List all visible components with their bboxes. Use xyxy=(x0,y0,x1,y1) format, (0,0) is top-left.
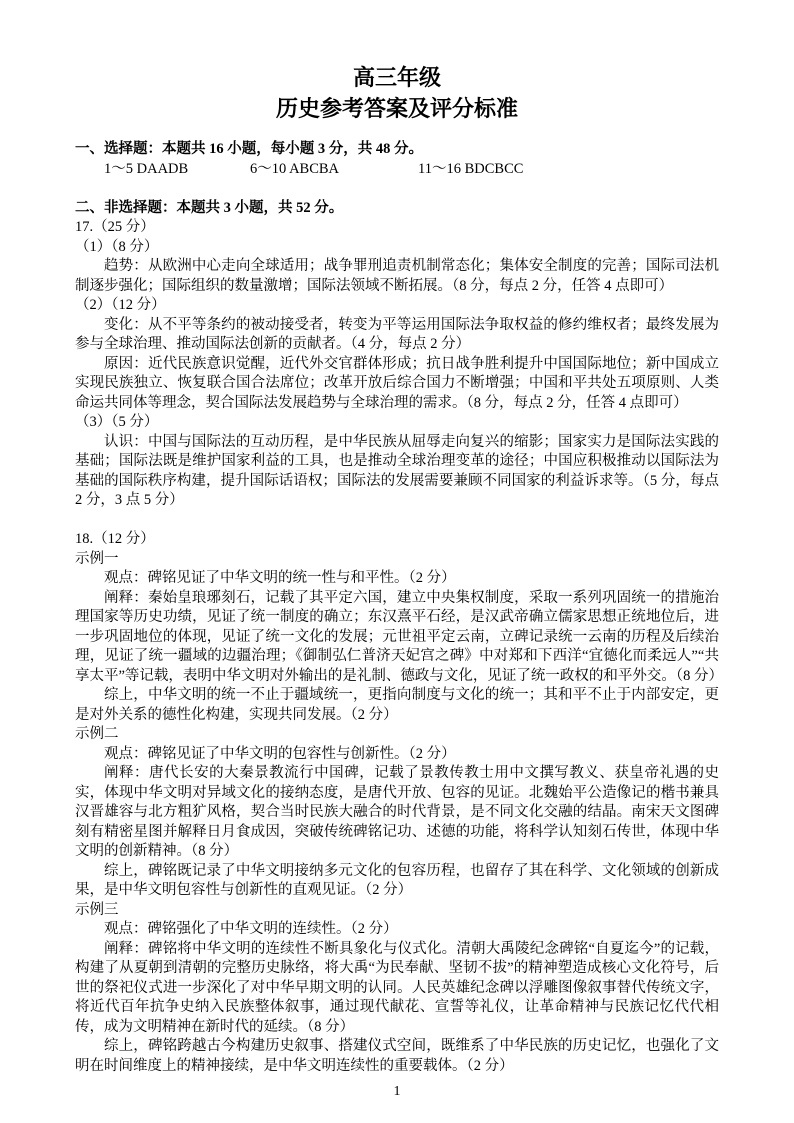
q18-example1-heading: 示例一 xyxy=(75,550,119,567)
q18-example1-viewpoint: 观点：碑铭见证了中华文明的统一性与和平性。（2 分） xyxy=(104,570,456,586)
section-2-heading: 二、非选择题：本题共 3 小题，共 52 分。 xyxy=(75,199,344,216)
answer-group: 1～5 DAADB xyxy=(104,160,189,177)
section-1-heading: 一、选择题：本题共 16 小题，每小题 3 分，共 48 分。 xyxy=(75,141,423,157)
q17-part2-heading: （2）（12 分） xyxy=(75,297,166,313)
q17-part1-heading: （1）（8 分） xyxy=(75,238,159,255)
answer-key-row xyxy=(75,160,719,180)
q18-example1-explanation: 阐释：秦始皇琅琊刻石，记载了其平定六国，建立中央集权制度，采取一系列巩固统一的措施治理国家等历史功绩，见证了统一制度的确立；东汉熹平石经，是汉武帝确立儒家思想正统地位后，进一步巩固地位的体现，见证了统一文化的发展；元世祖平定云南，立碑记录统一云南的历程及后续治理，见证了统一疆域的边疆治理；《御制弘仁普济天妃宫之碑》中对郑和下西洋“宜德化而柔远人”“共享太平”等记载，表明中华文明对外输出的是礼制、德政与文化，见证了统一政权的和平外交。（8 分） xyxy=(75,589,724,684)
q18-heading: 18.（12 分） xyxy=(75,531,155,547)
q17-heading: 17.（25 分） xyxy=(75,219,155,235)
q18-example2-explanation: 阐释：唐代长安的大秦景教流行中国碑，记载了景教传教士用中文撰写教义、获皇帝礼遇的史实，体现中华文明对异域文化的接纳态度，是唐代开放、包容的见证。北魏始平公造像记的楷书兼具汉晋雄容与北方粗犷风格，契合当时民族大融合的时代背景，是不同文化交融的结晶。南宋天文图碑刻有精密星图并解释日月食成因，突破传统碑铭记功、述德的功能，将科学认知刻石传世，体现中华文明的创新精神。（8 分） xyxy=(75,765,719,859)
q17-part3-heading: （3）（5 分） xyxy=(75,414,159,430)
q18-example3-heading: 示例三 xyxy=(75,901,119,918)
q17-part1-answer: 趋势：从欧洲中心走向全球适用；战争罪刑追责机制常态化；集体安全制度的完善；国际司法机制逐步强化；国际组织的数量激增；国际法领域不断拓展。（8 分，每点 2 分，任答 4 点即可） xyxy=(75,258,719,294)
q18-example3-viewpoint: 观点：碑铭强化了中华文明的连续性。（2 分） xyxy=(104,921,398,937)
document-title-grade: 高三年级 xyxy=(352,65,441,90)
q18-example3-explanation: 阐释：碑铭将中华文明的连续性不断具象化与仪式化。清朝大禹陵纪念碑铭“自夏迄今”的记载，构建了从夏朝到清朝的完整历史脉络，将大禹“为民奉献、坚韧不拔”的精神塑造成核心文化符号，后世的祭祀仪式进一步深化了对中华早期文明的认同。人民英雄纪念碑以浮雕图像叙事替代传统文字，将近代百年抗争史纳入民族整体叙事，通过现代献花、宣誓等礼仪，让革命精神与民族记忆代代相传，成为文明精神在新时代的延续。（8 分） xyxy=(75,940,719,1035)
q18-example2-viewpoint: 观点：碑铭见证了中华文明的包容性与创新性。（2 分） xyxy=(104,745,456,762)
page-number: 1 xyxy=(393,1083,401,1099)
q17-part2-answer-reason: 原因：近代民族意识觉醒，近代外交官群体形成；抗日战争胜利提升中国国际地位；新中国成立实现民族独立、恢复联合国合法席位；改革开放后综合国力不断增强；中国和平共处五项原则、人类命运共同体等理念，契合国际法发展趋势与全球治理的需求。（8 分，每点 2 分，任答 4 点即可） xyxy=(75,355,719,411)
document-content xyxy=(75,140,724,1076)
answer-group: 11～16 BDCBCC xyxy=(418,160,524,177)
q18-example1-conclusion: 综上，中华文明的统一不止于疆域统一，更指向制度与文化的统一；其和平不止于内部安定，更是对外关系的德性化构建，实现共同发展。（2 分） xyxy=(75,687,719,723)
q18-example2-conclusion: 综上，碑铭既记录了中华文明接纳多元文化的包容历程，也留存了其在科学、文化领域的创新成果，是中华文明包容性与创新性的直观见证。（2 分） xyxy=(75,862,719,898)
spacer xyxy=(75,179,719,199)
q17-part3-answer: 认识：中国与国际法的互动历程，是中华民族从屈辱走向复兴的缩影；国家实力是国际法实践的基础；国际法既是维护国家利益的工具，也是推动全球治理变革的途径；中国应积极推动以国际法为基础的国际秩序构建，提升国际话语权；国际法的发展需要兼顾不同国家的利益诉求等。（5 分，每点 2 分，3 点 5 分） xyxy=(75,433,719,508)
q18-example3-conclusion: 综上，碑铭跨越古今构建历史叙事、搭建仪式空间，既维系了中华民族的历史记忆，也强化了文明在时间维度上的精神接续，是中华文明连续性的重要载体。（2 分） xyxy=(75,1038,719,1074)
document-title-subject: 历史参考答案及评分标准 xyxy=(275,96,518,121)
q17-part2-answer-change: 变化：从不平等条约的被动接受者，转变为平等运用国际法争取权益的修约维权者；最终发展为参与全球治理、推动国际法创新的贡献者。（4 分，每点 2 分） xyxy=(75,316,719,352)
answer-group: 6～10 ABCBA xyxy=(250,160,340,177)
q18-example2-heading: 示例二 xyxy=(75,726,119,742)
spacer xyxy=(75,511,719,531)
